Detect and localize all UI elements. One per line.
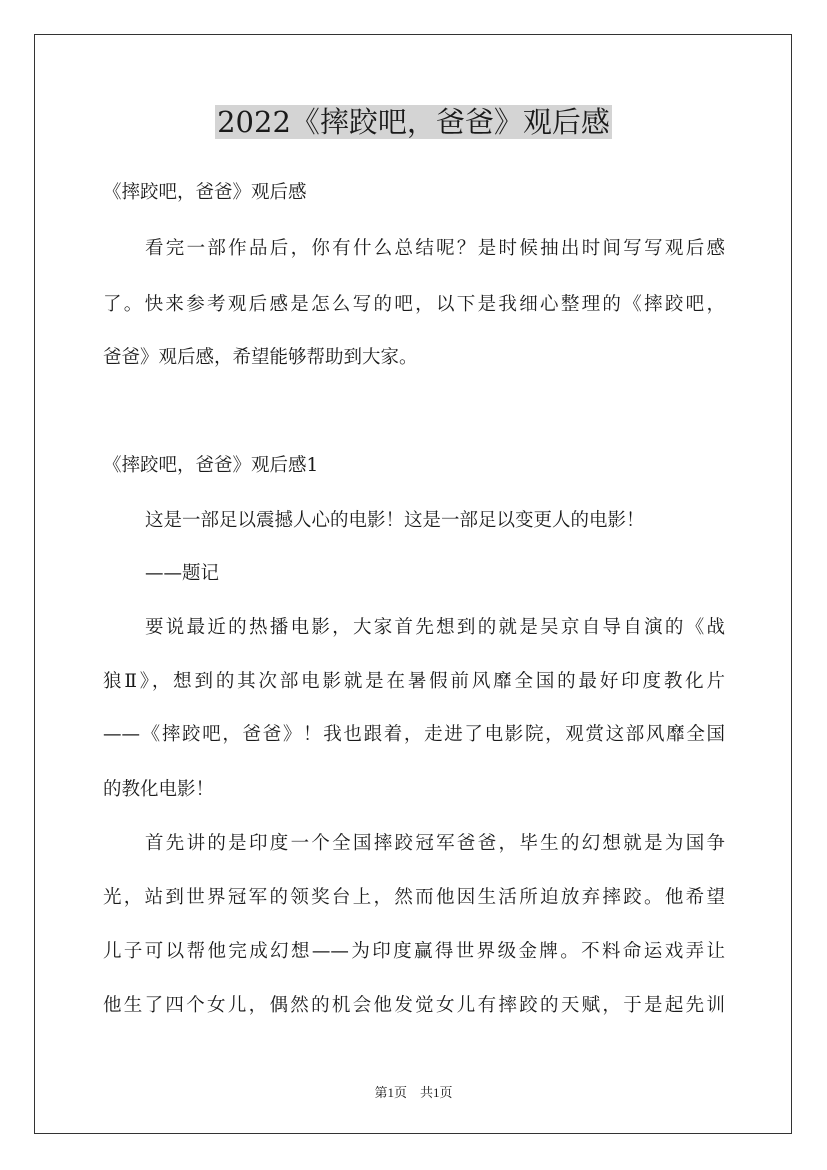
page-number-footer: 第1页 共1页 [374, 1085, 453, 1100]
body-line: 光，站到世界冠军的领奖台上，然而他因生活所迫放弃摔跤。他希望 [103, 887, 725, 908]
document-subtitle: 《摔跤吧，爸爸》观后感 [103, 182, 307, 203]
intro-line: 爸爸》观后感，希望能够帮助到大家。 [103, 347, 418, 368]
body-line: 这是一部足以震撼人心的电影！这是一部足以变更人的电影！ [145, 510, 645, 531]
document-title: 2022《摔跤吧，爸爸》观后感 [217, 105, 610, 139]
section-heading: 《摔跤吧，爸爸》观后感1 [103, 455, 319, 476]
body-line: 首先讲的是印度一个全国摔跤冠军爸爸，毕生的幻想就是为国争 [145, 833, 725, 854]
body-line: 要说最近的热播电影，大家首先想到的就是吴京自导自演的《战 [145, 617, 725, 638]
body-line: 他生了四个女儿，偶然的机会他发觉女儿有摔跤的天赋，于是起先训 [103, 995, 725, 1016]
intro-line: 了。快来参考观后感是怎么写的吧，以下是我细心整理的《摔跤吧， [103, 294, 725, 315]
body-line: 的教化电影！ [103, 779, 215, 800]
intro-line: 看完一部作品后，你有什么总结呢？是时候抽出时间写写观后感 [145, 238, 725, 259]
body-line: 狼Ⅱ》，想到的其次部电影就是在暑假前风靡全国的最好印度教化片 [103, 671, 725, 692]
body-line: 儿子可以帮他完成幻想——为印度赢得世界级金牌。不料命运戏弄让 [103, 941, 725, 962]
body-line: ——《摔跤吧，爸爸》！我也跟着，走进了电影院，观赏这部风靡全国 [103, 724, 725, 745]
body-line: ——题记 [145, 563, 220, 584]
